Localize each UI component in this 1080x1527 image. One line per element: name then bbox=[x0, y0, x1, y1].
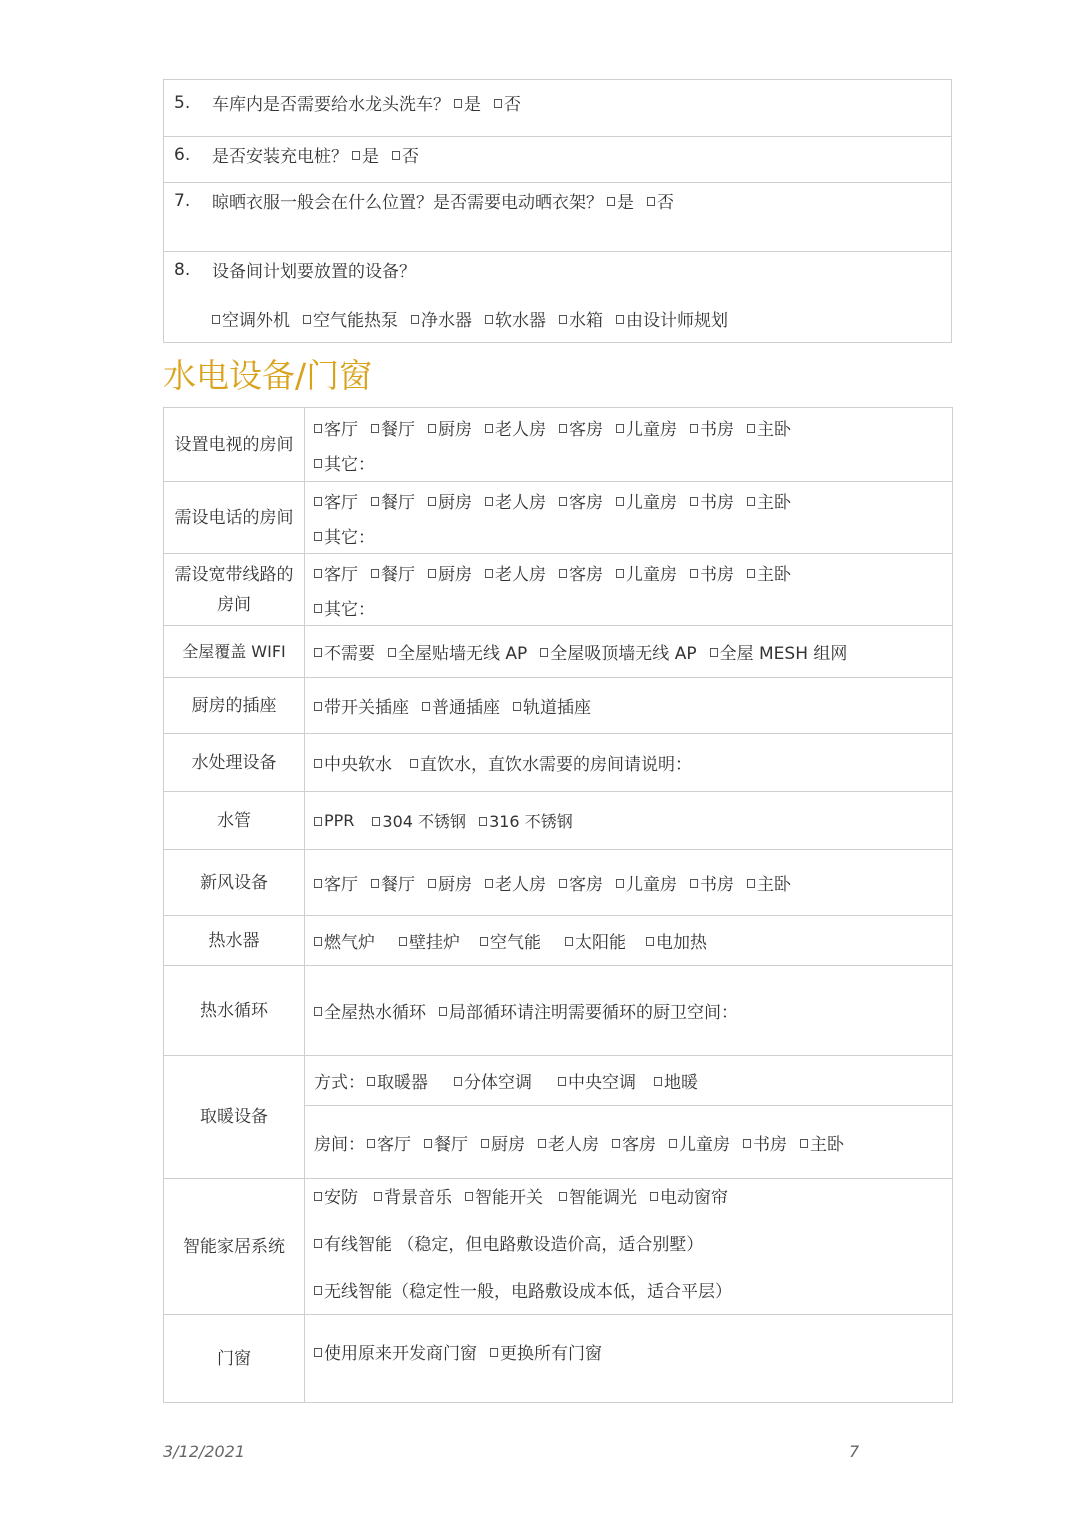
checkbox-icon bbox=[314, 817, 322, 826]
checkbox-icon bbox=[485, 497, 493, 506]
room-options-tv bbox=[305, 408, 953, 482]
checkbox-icon bbox=[690, 879, 698, 888]
checkbox-icon bbox=[372, 817, 380, 826]
option-room[interactable] bbox=[559, 870, 603, 895]
checkbox-icon bbox=[371, 497, 379, 506]
option-wall-boiler[interactable]: 壁挂炉 bbox=[399, 928, 460, 953]
option-316-steel[interactable]: 316 不锈钢 bbox=[479, 809, 573, 832]
checkbox-icon bbox=[314, 604, 322, 613]
checkbox-icon bbox=[374, 1192, 382, 1201]
checkbox-icon bbox=[428, 879, 436, 888]
option-yes[interactable]: 是 bbox=[454, 90, 481, 115]
option-room[interactable] bbox=[371, 870, 415, 895]
row-label: 需设电话的房间 bbox=[164, 482, 305, 554]
checkbox-icon bbox=[411, 315, 419, 324]
room-label: 儿童房 bbox=[626, 875, 677, 895]
room-options-broadband bbox=[305, 554, 953, 626]
checkbox-icon bbox=[616, 497, 624, 506]
checkbox-icon bbox=[428, 569, 436, 578]
heating-room-options bbox=[305, 1106, 953, 1179]
question-7 bbox=[164, 183, 952, 252]
option-room[interactable] bbox=[690, 415, 734, 440]
option-room[interactable] bbox=[314, 488, 358, 513]
checkbox-icon bbox=[314, 879, 322, 888]
option-room[interactable] bbox=[616, 488, 677, 513]
option-wifi-ceiling-ap[interactable]: 全屋吸顶墙无线 AP bbox=[540, 639, 696, 664]
option-security[interactable]: 安防 bbox=[314, 1183, 358, 1208]
option-room[interactable] bbox=[481, 1130, 525, 1155]
section-title: 水电设备/门窗 bbox=[163, 356, 373, 395]
room-label: 客房 bbox=[569, 492, 603, 513]
room-label: 客房 bbox=[622, 1134, 656, 1155]
room-label: 客厅 bbox=[324, 492, 358, 513]
row-label: 门窗 bbox=[164, 1315, 305, 1403]
option-heater[interactable]: 取暖器 bbox=[367, 1068, 428, 1093]
row-label: 全屋覆盖 WIFI bbox=[164, 626, 305, 678]
checkbox-icon bbox=[485, 424, 493, 433]
option-room[interactable] bbox=[559, 488, 603, 513]
checkbox-icon bbox=[559, 1192, 567, 1201]
table-row bbox=[164, 1179, 953, 1315]
room-label: 老人房 bbox=[495, 492, 546, 513]
option-room[interactable] bbox=[428, 870, 472, 895]
option-room[interactable] bbox=[428, 488, 472, 513]
room-label: 厨房 bbox=[438, 419, 472, 440]
table-row bbox=[164, 966, 953, 1056]
checkbox-icon bbox=[616, 569, 624, 578]
checkbox-icon bbox=[314, 424, 322, 433]
room-label: 主卧 bbox=[757, 564, 791, 585]
checkbox-icon bbox=[428, 424, 436, 433]
room-label: 书房 bbox=[700, 492, 734, 513]
question-5 bbox=[164, 80, 952, 137]
option-room[interactable] bbox=[371, 488, 415, 513]
checkbox-icon bbox=[454, 99, 462, 108]
checkbox-icon bbox=[565, 937, 573, 946]
checkbox-icon bbox=[481, 1139, 489, 1148]
checkbox-icon bbox=[747, 879, 755, 888]
checkbox-icon bbox=[399, 937, 407, 946]
option-smart-switch[interactable]: 智能开关 bbox=[465, 1183, 543, 1208]
checkbox-icon bbox=[314, 1007, 322, 1016]
option-room[interactable] bbox=[559, 560, 603, 585]
checkbox-icon bbox=[314, 702, 322, 711]
checkbox-icon bbox=[314, 759, 322, 768]
room-label: 书房 bbox=[700, 564, 734, 585]
question-8 bbox=[164, 252, 952, 343]
option-room[interactable] bbox=[690, 870, 734, 895]
water-heater-options bbox=[305, 916, 953, 966]
checkbox-icon bbox=[367, 1139, 375, 1148]
question-text: 是否安装充电桩？ bbox=[212, 147, 348, 167]
room-prefix: 房间： bbox=[314, 1134, 365, 1155]
option-room[interactable] bbox=[371, 560, 415, 585]
table-row bbox=[164, 1315, 953, 1403]
checkbox-icon bbox=[800, 1139, 808, 1148]
checkbox-icon bbox=[616, 879, 624, 888]
room-label: 老人房 bbox=[495, 419, 546, 440]
option-water-tank[interactable]: 水箱 bbox=[559, 306, 603, 331]
option-gas-heater[interactable]: 燃气炉 bbox=[314, 928, 375, 953]
option-room[interactable] bbox=[485, 870, 546, 895]
table-row bbox=[164, 482, 953, 554]
room-label: 书房 bbox=[753, 1134, 787, 1155]
option-keep-original[interactable]: 使用原来开发商门窗 bbox=[314, 1339, 477, 1364]
room-label: 儿童房 bbox=[626, 564, 677, 585]
room-label: 客房 bbox=[569, 419, 603, 440]
option-room[interactable] bbox=[747, 488, 791, 513]
table-row bbox=[164, 408, 953, 482]
room-label: 厨房 bbox=[438, 492, 472, 513]
checkbox-icon bbox=[352, 151, 360, 160]
checkbox-icon bbox=[485, 569, 493, 578]
checkbox-icon bbox=[428, 497, 436, 506]
option-room[interactable] bbox=[612, 1130, 656, 1155]
checkbox-icon bbox=[303, 315, 311, 324]
option-electric[interactable]: 电加热 bbox=[646, 928, 707, 953]
room-label: 主卧 bbox=[757, 419, 791, 440]
page-number: 7 bbox=[849, 1442, 860, 1461]
option-smart-dimming[interactable]: 智能调光 bbox=[559, 1183, 637, 1208]
table-row bbox=[164, 678, 953, 734]
room-label: 厨房 bbox=[491, 1134, 525, 1155]
questions-table bbox=[163, 79, 952, 343]
table-row bbox=[164, 792, 953, 850]
room-label: 厨房 bbox=[438, 564, 472, 585]
option-room[interactable] bbox=[424, 1130, 468, 1155]
table-row bbox=[164, 916, 953, 966]
checkbox-icon bbox=[654, 1077, 662, 1086]
option-room[interactable] bbox=[747, 870, 791, 895]
checkbox-icon bbox=[559, 879, 567, 888]
room-label: 客厅 bbox=[324, 875, 358, 895]
room-label: 主卧 bbox=[757, 875, 791, 895]
option-track-socket[interactable]: 轨道插座 bbox=[513, 693, 591, 718]
option-central-softener[interactable]: 中央软水 bbox=[314, 750, 392, 775]
row-label: 取暖设备 bbox=[164, 1056, 305, 1179]
checkbox-icon bbox=[314, 569, 322, 578]
checkbox-icon bbox=[490, 1348, 498, 1357]
checkbox-icon bbox=[747, 569, 755, 578]
option-room[interactable] bbox=[616, 415, 677, 440]
question-text: 设备间计划要放置的设备？ bbox=[212, 262, 416, 282]
water-treatment-options bbox=[305, 734, 953, 792]
option-wifi-wall-ap[interactable]: 全屋贴墙无线 AP bbox=[388, 639, 527, 664]
question-6 bbox=[164, 137, 952, 183]
checkbox-icon bbox=[314, 1286, 322, 1295]
checkbox-icon bbox=[314, 532, 322, 541]
room-label: 儿童房 bbox=[626, 419, 677, 440]
checkbox-icon bbox=[439, 1007, 447, 1016]
room-label: 餐厅 bbox=[381, 419, 415, 440]
checkbox-icon bbox=[212, 315, 220, 324]
option-room[interactable] bbox=[428, 415, 472, 440]
room-label: 客厅 bbox=[324, 419, 358, 440]
option-bg-music[interactable]: 背景音乐 bbox=[374, 1183, 452, 1208]
option-other[interactable]: 其它： bbox=[314, 523, 375, 548]
option-room[interactable] bbox=[743, 1130, 787, 1155]
room-options-phone bbox=[305, 482, 953, 554]
checkbox-icon bbox=[314, 937, 322, 946]
option-room[interactable] bbox=[747, 415, 791, 440]
option-no[interactable]: 否 bbox=[647, 188, 674, 213]
question-text: 车库内是否需要给水龙头洗车？ bbox=[212, 95, 450, 115]
checkbox-icon bbox=[371, 879, 379, 888]
checkbox-icon bbox=[314, 497, 322, 506]
option-room[interactable] bbox=[538, 1130, 599, 1155]
question-number: 8. bbox=[174, 259, 191, 280]
room-label: 老人房 bbox=[495, 564, 546, 585]
table-row bbox=[164, 626, 953, 678]
checkbox-icon bbox=[388, 648, 396, 657]
option-direct-drinking[interactable]: 直饮水，直饮水需要的房间请说明： bbox=[410, 750, 692, 775]
option-split-ac[interactable]: 分体空调 bbox=[454, 1068, 532, 1093]
row-label: 新风设备 bbox=[164, 850, 305, 916]
table-row bbox=[164, 554, 953, 626]
option-yes[interactable]: 是 bbox=[352, 142, 379, 167]
room-label: 书房 bbox=[700, 875, 734, 895]
pipe-options bbox=[305, 792, 953, 850]
checkbox-icon bbox=[367, 1077, 375, 1086]
checkbox-icon bbox=[485, 315, 493, 324]
option-softener[interactable]: 软水器 bbox=[485, 306, 546, 331]
option-room[interactable] bbox=[314, 560, 358, 585]
smart-home-options bbox=[305, 1179, 953, 1315]
question-number: 6. bbox=[174, 144, 191, 165]
checkbox-icon bbox=[454, 1077, 462, 1086]
checkbox-icon bbox=[538, 1139, 546, 1148]
room-label: 客房 bbox=[569, 875, 603, 895]
checkbox-icon bbox=[314, 459, 322, 468]
option-room[interactable] bbox=[690, 560, 734, 585]
option-304-steel[interactable]: 304 不锈钢 bbox=[372, 809, 466, 832]
option-wireless-smart[interactable]: 无线智能（稳定性一般，电路敷设成本低，适合平层） bbox=[314, 1277, 732, 1302]
checkbox-icon bbox=[392, 151, 400, 160]
option-ppr[interactable]: PPR bbox=[314, 811, 354, 830]
option-wired-smart[interactable]: 有线智能 （稳定，但电路敷设造价高，适合别墅） bbox=[314, 1230, 703, 1255]
option-room[interactable] bbox=[800, 1130, 844, 1155]
checkbox-icon bbox=[690, 497, 698, 506]
row-label: 热水循环 bbox=[164, 966, 305, 1056]
option-room[interactable] bbox=[747, 560, 791, 585]
checkbox-icon bbox=[616, 315, 624, 324]
checkbox-icon bbox=[690, 569, 698, 578]
checkbox-icon bbox=[607, 197, 615, 206]
checkbox-icon bbox=[410, 759, 418, 768]
option-other[interactable]: 其它： bbox=[314, 595, 375, 620]
room-label: 客厅 bbox=[377, 1134, 411, 1155]
room-label: 餐厅 bbox=[381, 564, 415, 585]
checkbox-icon bbox=[710, 648, 718, 657]
footer-date: 3/12/2021 bbox=[163, 1442, 246, 1461]
question-text: 晾晒衣服一般会在什么位置？是否需要电动晒衣架？ bbox=[212, 193, 603, 213]
option-room[interactable] bbox=[485, 415, 546, 440]
checkbox-icon bbox=[559, 424, 567, 433]
room-label: 主卧 bbox=[757, 492, 791, 513]
room-label: 儿童房 bbox=[679, 1134, 730, 1155]
room-label: 厨房 bbox=[438, 875, 472, 895]
option-room[interactable] bbox=[428, 560, 472, 585]
checkbox-icon bbox=[647, 197, 655, 206]
option-room[interactable] bbox=[485, 488, 546, 513]
checkbox-icon bbox=[616, 424, 624, 433]
option-partial-loop[interactable]: 局部循环请注明需要循环的厨卫空间： bbox=[439, 998, 738, 1023]
option-air-energy[interactable]: 空气能 bbox=[480, 928, 541, 953]
room-label: 餐厅 bbox=[381, 875, 415, 895]
checkbox-icon bbox=[558, 1077, 566, 1086]
checkbox-icon bbox=[559, 315, 567, 324]
option-room[interactable] bbox=[559, 415, 603, 440]
table-row bbox=[164, 734, 953, 792]
row-label: 智能家居系统 bbox=[164, 1179, 305, 1315]
option-central-ac[interactable]: 中央空调 bbox=[558, 1068, 636, 1093]
checkbox-icon bbox=[465, 1192, 473, 1201]
wifi-options bbox=[305, 626, 953, 678]
option-room[interactable] bbox=[669, 1130, 730, 1155]
checkbox-icon bbox=[371, 569, 379, 578]
room-label: 主卧 bbox=[810, 1134, 844, 1155]
room-label: 客厅 bbox=[324, 564, 358, 585]
option-floor-heating[interactable]: 地暖 bbox=[654, 1068, 698, 1093]
doors-windows-options bbox=[305, 1315, 953, 1403]
row-label: 需设宽带线路的房间 bbox=[164, 554, 305, 626]
option-designer-plan[interactable]: 由设计师规划 bbox=[616, 306, 728, 331]
option-room[interactable] bbox=[371, 415, 415, 440]
checkbox-icon bbox=[650, 1192, 658, 1201]
option-yes[interactable]: 是 bbox=[607, 188, 634, 213]
option-room[interactable] bbox=[367, 1130, 411, 1155]
room-label: 客房 bbox=[569, 564, 603, 585]
checkbox-icon bbox=[612, 1139, 620, 1148]
checkbox-icon bbox=[669, 1139, 677, 1148]
option-ac-unit[interactable]: 空调外机 bbox=[212, 306, 290, 331]
option-solar[interactable]: 太阳能 bbox=[565, 928, 626, 953]
option-room[interactable] bbox=[616, 870, 677, 895]
room-options-fresh-air bbox=[305, 850, 953, 916]
checkbox-icon bbox=[743, 1139, 751, 1148]
option-heat-pump[interactable]: 空气能热泵 bbox=[303, 306, 398, 331]
row-label: 水管 bbox=[164, 792, 305, 850]
option-no[interactable]: 否 bbox=[392, 142, 419, 167]
hot-water-loop-options bbox=[305, 966, 953, 1056]
checkbox-icon bbox=[690, 424, 698, 433]
room-label: 儿童房 bbox=[626, 492, 677, 513]
option-other[interactable]: 其它： bbox=[314, 450, 375, 475]
option-purifier[interactable]: 净水器 bbox=[411, 306, 472, 331]
option-room[interactable] bbox=[485, 560, 546, 585]
room-label: 餐厅 bbox=[381, 492, 415, 513]
question-number: 7. bbox=[174, 190, 191, 211]
checkbox-icon bbox=[314, 648, 322, 657]
checkbox-icon bbox=[424, 1139, 432, 1148]
checkbox-icon bbox=[314, 1192, 322, 1201]
room-label: 餐厅 bbox=[434, 1134, 468, 1155]
checkbox-icon bbox=[646, 937, 654, 946]
option-wifi-mesh[interactable]: 全屋 MESH 组网 bbox=[710, 639, 848, 664]
checkbox-icon bbox=[559, 497, 567, 506]
row-label: 水处理设备 bbox=[164, 734, 305, 792]
checkbox-icon bbox=[494, 99, 502, 108]
checkbox-icon bbox=[371, 424, 379, 433]
room-label: 老人房 bbox=[495, 875, 546, 895]
checkbox-icon bbox=[422, 702, 430, 711]
option-replace-all[interactable]: 更换所有门窗 bbox=[490, 1339, 602, 1364]
checkbox-icon bbox=[479, 817, 487, 826]
option-full-loop[interactable]: 全屋热水循环 bbox=[314, 998, 426, 1023]
checkbox-icon bbox=[485, 879, 493, 888]
checkbox-icon bbox=[480, 937, 488, 946]
option-room[interactable] bbox=[690, 488, 734, 513]
table-row bbox=[164, 850, 953, 916]
option-switch-socket[interactable]: 带开关插座 bbox=[314, 693, 409, 718]
checkbox-icon bbox=[314, 1239, 322, 1248]
room-label: 书房 bbox=[700, 419, 734, 440]
option-electric-curtain[interactable]: 电动窗帘 bbox=[650, 1183, 728, 1208]
option-room[interactable] bbox=[314, 870, 358, 895]
checkbox-icon bbox=[513, 702, 521, 711]
heating-method-options bbox=[305, 1056, 953, 1106]
method-prefix: 方式： bbox=[314, 1073, 365, 1093]
question-number: 5. bbox=[174, 92, 191, 113]
checkbox-icon bbox=[314, 1348, 322, 1357]
checkbox-icon bbox=[559, 569, 567, 578]
option-normal-socket[interactable]: 普通插座 bbox=[422, 693, 500, 718]
equipment-table bbox=[163, 407, 953, 1403]
option-room[interactable] bbox=[314, 415, 358, 440]
option-wifi-none[interactable]: 不需要 bbox=[314, 639, 375, 664]
room-label: 老人房 bbox=[548, 1134, 599, 1155]
option-no[interactable]: 否 bbox=[494, 90, 521, 115]
checkbox-icon bbox=[747, 424, 755, 433]
checkbox-icon bbox=[747, 497, 755, 506]
row-label: 设置电视的房间 bbox=[164, 408, 305, 482]
row-label: 热水器 bbox=[164, 916, 305, 966]
checkbox-icon bbox=[540, 648, 548, 657]
table-row bbox=[164, 1056, 953, 1106]
kitchen-socket-options bbox=[305, 678, 953, 734]
option-room[interactable] bbox=[616, 560, 677, 585]
row-label: 厨房的插座 bbox=[164, 678, 305, 734]
